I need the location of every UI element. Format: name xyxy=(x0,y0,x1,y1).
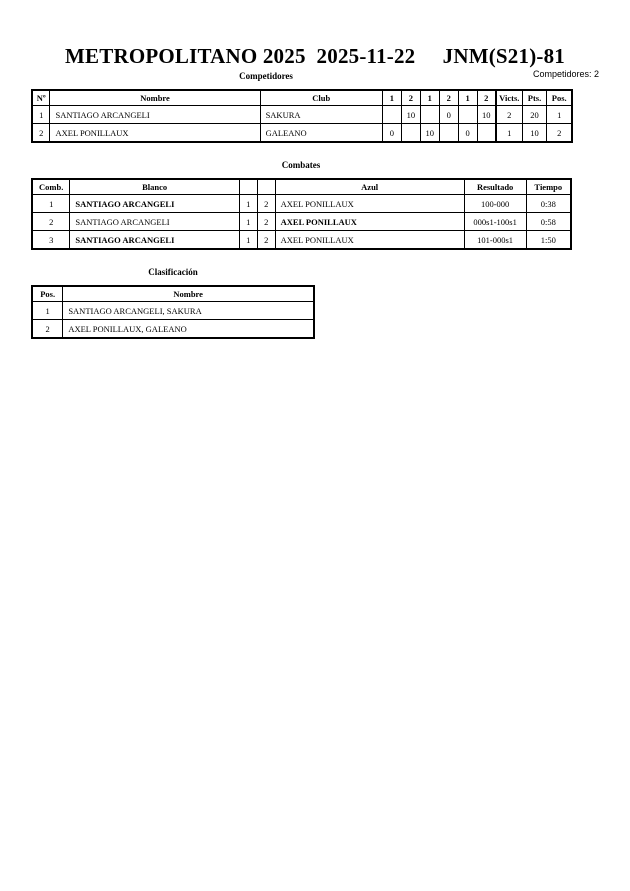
position-cell: 2 xyxy=(32,320,63,339)
blanco-number: 1 xyxy=(239,231,257,250)
azul-number: 2 xyxy=(257,231,275,250)
header-pos: Pos. xyxy=(32,286,63,302)
victories-cell: 2 xyxy=(496,106,522,124)
table-row xyxy=(32,195,571,213)
header-score-4: 2 xyxy=(439,90,458,106)
score-cell xyxy=(458,106,477,124)
score-cell: 10 xyxy=(477,106,496,124)
header-pts: Pts. xyxy=(522,90,547,106)
victories-cell: 1 xyxy=(496,124,522,143)
score-cell: 0 xyxy=(458,124,477,143)
header-tiempo: Tiempo xyxy=(526,179,571,195)
time-cell: 0:38 xyxy=(526,195,571,213)
competitors-header-row xyxy=(32,90,572,106)
clasificacion-section-title: Clasificación xyxy=(148,267,198,277)
header-resultado: Resultado xyxy=(464,179,526,195)
header-score-6: 2 xyxy=(477,90,496,106)
azul-name: AXEL PONILLAUX xyxy=(275,231,464,250)
competitors-section-title: Competidores xyxy=(239,71,293,81)
name-club-cell: SANTIAGO ARCANGELI, SAKURA xyxy=(63,302,314,320)
header-blanco: Blanco xyxy=(70,179,239,195)
combat-number: 2 xyxy=(32,213,70,231)
competitors-table xyxy=(31,89,573,143)
page-title: METROPOLITANO 2025 2025-11-22 JNM(S21)-81 xyxy=(65,44,565,68)
points-cell: 20 xyxy=(522,106,547,124)
competitor-club: SAKURA xyxy=(260,106,382,124)
header-score-1: 1 xyxy=(382,90,401,106)
blanco-number: 1 xyxy=(239,213,257,231)
header-club: Club xyxy=(260,90,382,106)
competitor-number: 2 xyxy=(32,124,50,143)
header-nombre: Nombre xyxy=(50,90,260,106)
time-cell: 0:58 xyxy=(526,213,571,231)
position-cell: 1 xyxy=(32,302,63,320)
score-cell: 0 xyxy=(382,124,401,143)
score-cell xyxy=(477,124,496,143)
competitor-number: 1 xyxy=(32,106,50,124)
score-cell xyxy=(420,106,439,124)
header-azul: Azul xyxy=(275,179,464,195)
azul-number: 2 xyxy=(257,195,275,213)
header-pos: Pos. xyxy=(547,90,572,106)
header-victs: Victs. xyxy=(496,90,522,106)
table-row xyxy=(32,213,571,231)
header-score-2: 2 xyxy=(401,90,420,106)
azul-number: 2 xyxy=(257,213,275,231)
score-cell xyxy=(401,124,420,143)
blanco-name: SANTIAGO ARCANGELI xyxy=(70,213,239,231)
score-cell: 0 xyxy=(439,106,458,124)
score-cell: 10 xyxy=(420,124,439,143)
points-cell: 10 xyxy=(522,124,547,143)
header-blank-a xyxy=(239,179,257,195)
clasificacion-table xyxy=(31,285,315,339)
blanco-name: SANTIAGO ARCANGELI xyxy=(70,231,239,250)
azul-name: AXEL PONILLAUX xyxy=(275,213,464,231)
combates-section-title: Combates xyxy=(281,160,321,170)
table-row xyxy=(32,231,571,250)
combates-table xyxy=(31,178,572,250)
time-cell: 1:50 xyxy=(526,231,571,250)
name-club-cell: AXEL PONILLAUX, GALEANO xyxy=(63,320,314,339)
competitors-count: Competidores: 2 xyxy=(532,69,599,79)
header-score-5: 1 xyxy=(458,90,477,106)
table-row xyxy=(32,106,572,124)
azul-name: AXEL PONILLAUX xyxy=(275,195,464,213)
competitor-name: SANTIAGO ARCANGELI xyxy=(50,106,260,124)
combates-header-row xyxy=(32,179,571,195)
competitor-club: GALEANO xyxy=(260,124,382,143)
blanco-name: SANTIAGO ARCANGELI xyxy=(70,195,239,213)
table-row xyxy=(32,124,572,143)
position-cell: 2 xyxy=(547,124,572,143)
table-row xyxy=(32,320,314,339)
result-cell: 100-000 xyxy=(464,195,526,213)
combat-number: 3 xyxy=(32,231,70,250)
competitor-name: AXEL PONILLAUX xyxy=(50,124,260,143)
header-score-3: 1 xyxy=(420,90,439,106)
result-cell: 101-000s1 xyxy=(464,231,526,250)
blanco-number: 1 xyxy=(239,195,257,213)
combat-number: 1 xyxy=(32,195,70,213)
header-no: Nº xyxy=(32,90,50,106)
score-cell xyxy=(439,124,458,143)
score-cell: 10 xyxy=(401,106,420,124)
clasificacion-header-row xyxy=(32,286,314,302)
header-blank-b xyxy=(257,179,275,195)
score-cell xyxy=(382,106,401,124)
result-cell: 000s1-100s1 xyxy=(464,213,526,231)
table-row xyxy=(32,302,314,320)
header-comb: Comb. xyxy=(32,179,70,195)
position-cell: 1 xyxy=(547,106,572,124)
header-nombre: Nombre xyxy=(63,286,314,302)
